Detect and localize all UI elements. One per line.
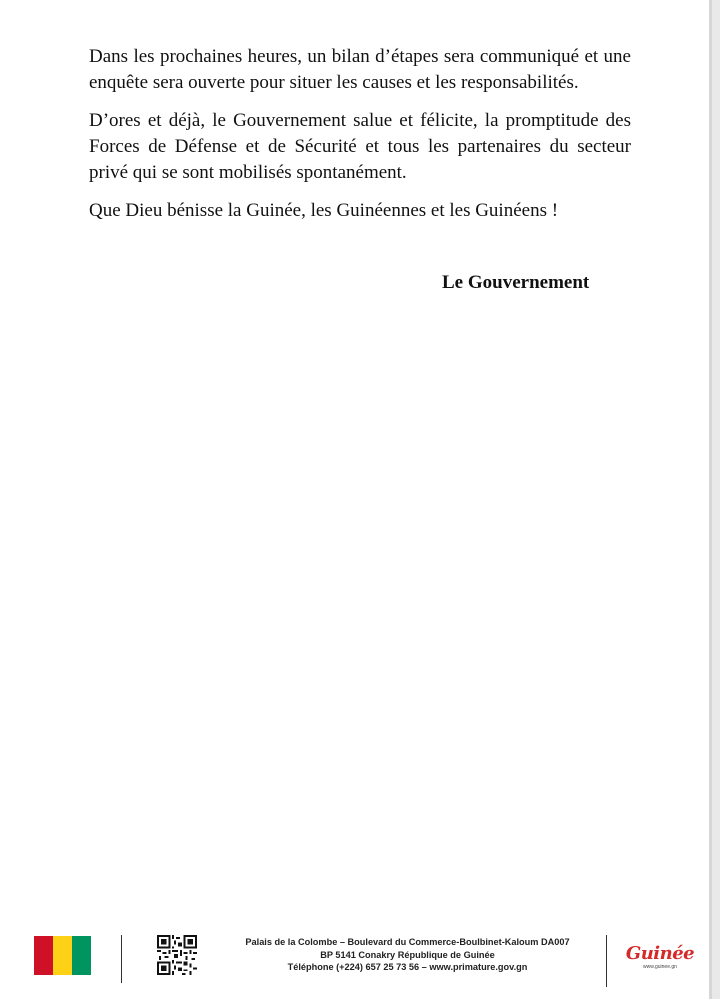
footer-address-line-2: BP 5141 Conakry République de Guinée [320,949,495,960]
footer-address-line-3: Téléphone (+224) 657 25 73 56 – www.primature.gov.gn [287,962,528,972]
flag-stripe-red [34,936,53,975]
document-body [89,44,631,236]
brand-logo-text: Guinée [625,943,695,964]
signature: Le Gouvernement [442,272,590,293]
paragraph-3: Que Dieu bénisse la Guinée, les Guinéennes et les Guinéens ! [89,200,559,221]
paragraph-1: Dans les prochaines heures, un bilan d’étapes sera communiqué et une enquête sera ouverte pour situer les causes et les responsabilités. [89,46,631,93]
footer-address-line-1: Palais de la Colombe – Boulevard du Commerce-Boulbinet-Kaloum DA007 [245,937,570,947]
flag-stripe-yellow [53,936,72,975]
guinea-flag-icon [34,936,91,975]
footer-divider-right [606,935,607,987]
brand-logo-url: www.guinee.gn [643,964,677,970]
qr-code-icon [157,935,197,975]
paragraph-2: D’ores et déjà, le Gouvernement salue et félicite, la promptitude des Forces de Défense et de Sécurité et tous les partenaires du secteur privé qui se sont mobilisés spontanément. [89,110,631,183]
guinee-brand-logo [622,944,698,971]
footer-divider-left [121,935,122,983]
flag-stripe-green [72,936,91,975]
footer-address [210,936,605,974]
